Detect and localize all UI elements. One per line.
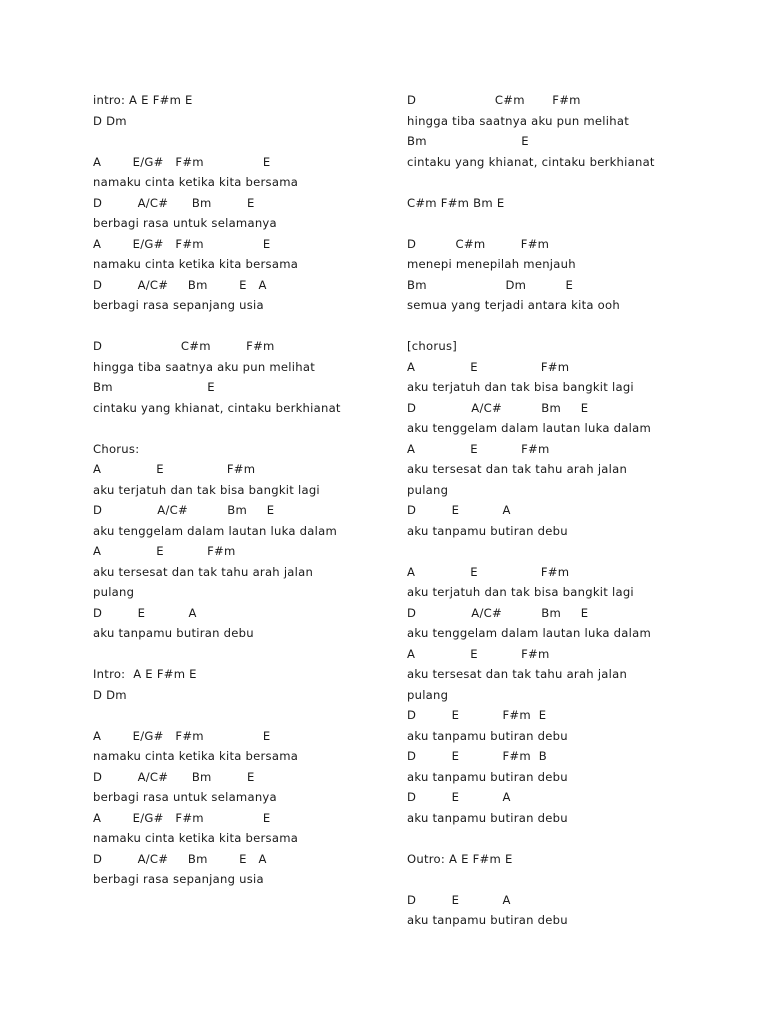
text-line: A E/G# F#m E — [93, 728, 271, 743]
text-line: D E A — [407, 503, 511, 517]
text-line: Intro: A E F#m E — [93, 667, 197, 681]
text-line: aku tenggelam dalam lautan luka dalam — [407, 626, 652, 640]
text-line: aku tanpamu butiran debu — [407, 769, 568, 784]
text-line — [407, 316, 707, 337]
text-line: berbagi rasa sepanjang usia — [93, 298, 264, 312]
text-line: aku tersesat dan tak tahu arah jalan — [93, 564, 314, 579]
text-line: berbagi rasa sepanjang usia — [93, 872, 264, 886]
text-line: D Dm — [93, 687, 127, 702]
text-line: [chorus] — [407, 339, 458, 353]
text-line: D A/C# Bm E — [93, 195, 255, 210]
text-line: D C#m F#m — [93, 339, 275, 353]
text-line — [93, 316, 383, 337]
text-line: hingga tiba saatnya aku pun melihat — [93, 359, 315, 374]
text-line: D E A — [93, 605, 197, 620]
text-line: Bm E — [93, 380, 215, 394]
text-line: aku tenggelam dalam lautan luka dalam — [93, 523, 338, 538]
text-line: aku tanpamu butiran debu — [407, 728, 568, 743]
text-line — [407, 828, 707, 849]
text-line: aku tanpamu butiran debu — [407, 523, 568, 538]
text-line: A E F#m — [93, 462, 256, 476]
text-line: hingga tiba saatnya aku pun melihat — [407, 113, 629, 128]
text-line: A E F#m — [407, 359, 570, 374]
text-line: pulang — [407, 482, 449, 497]
text-line — [407, 869, 707, 890]
text-line: C#m F#m Bm E — [407, 195, 505, 210]
text-line: cintaku yang khianat, cintaku berkhianat — [93, 400, 341, 415]
text-line — [93, 131, 383, 152]
text-line: intro: A E F#m E — [93, 93, 193, 107]
text-line: pulang — [93, 585, 135, 599]
text-line: namaku cinta ketika kita bersama — [93, 749, 299, 763]
text-line: D A/C# Bm E — [407, 400, 589, 415]
text-line: D E F#m B — [407, 749, 547, 763]
text-line: aku tenggelam dalam lautan luka dalam — [407, 421, 652, 435]
text-line: D A/C# Bm E A — [93, 851, 267, 866]
text-line: Bm Dm E — [407, 277, 574, 292]
text-line: A E F#m — [407, 646, 550, 661]
text-line: aku terjatuh dan tak bisa bangkit lagi — [407, 585, 634, 599]
text-line: aku terjatuh dan tak bisa bangkit lagi — [93, 482, 320, 497]
text-line — [93, 705, 383, 726]
text-line: D A/C# Bm E — [93, 503, 275, 517]
text-line: D A/C# Bm E — [93, 769, 255, 784]
text-line: semua yang terjadi antara kita ooh — [407, 298, 620, 312]
text-line: aku terjatuh dan tak bisa bangkit lagi — [407, 380, 634, 394]
text-line: D C#m F#m — [407, 236, 550, 251]
text-line — [407, 213, 707, 234]
text-line: aku tanpamu butiran debu — [407, 913, 568, 927]
right-column — [407, 90, 707, 931]
text-line: namaku cinta ketika kita bersama — [93, 257, 299, 271]
text-line: namaku cinta ketika kita bersama — [93, 175, 299, 189]
text-line: menepi menepilah menjauh — [407, 257, 576, 271]
text-line: aku tersesat dan tak tahu arah jalan — [407, 462, 628, 476]
text-line: pulang — [407, 687, 449, 702]
text-line: A E F#m — [407, 564, 570, 579]
text-line: A E F#m — [407, 441, 550, 456]
left-column — [93, 90, 383, 890]
text-line: A E/G# F#m E — [93, 154, 271, 169]
text-line — [93, 644, 383, 665]
text-line: aku tanpamu butiran debu — [407, 810, 568, 825]
text-line: D C#m F#m — [407, 93, 581, 107]
text-line: Outro: A E F#m E — [407, 851, 513, 866]
text-line: A E/G# F#m E — [93, 810, 271, 825]
text-line: D E A — [407, 790, 511, 804]
text-line — [93, 418, 383, 439]
text-line: D A/C# Bm E A — [93, 277, 267, 292]
text-line: A E F#m — [93, 544, 236, 558]
text-line: aku tanpamu butiran debu — [93, 626, 254, 640]
text-line: D A/C# Bm E — [407, 605, 589, 620]
text-line: Chorus: — [93, 441, 140, 456]
text-line: D Dm — [93, 113, 127, 128]
text-line: namaku cinta ketika kita bersama — [93, 831, 299, 845]
text-line: D E A — [407, 892, 511, 907]
text-line: Bm E — [407, 134, 529, 148]
text-line: D E F#m E — [407, 708, 547, 722]
text-line: A E/G# F#m E — [93, 236, 271, 251]
text-line: berbagi rasa untuk selamanya — [93, 216, 277, 230]
text-line: aku tersesat dan tak tahu arah jalan — [407, 667, 628, 681]
text-line — [407, 172, 707, 193]
text-line: berbagi rasa untuk selamanya — [93, 790, 277, 804]
text-line: cintaku yang khianat, cintaku berkhianat — [407, 154, 655, 169]
text-line — [407, 541, 707, 562]
